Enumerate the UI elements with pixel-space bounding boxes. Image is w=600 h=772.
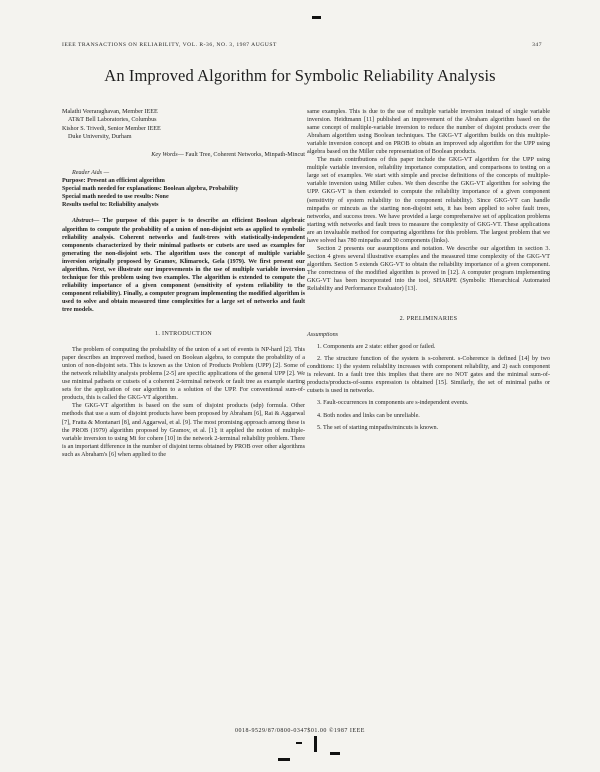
author-affiliation: Duke University, Durham (68, 133, 132, 140)
abstract-label: Abstract (72, 218, 94, 225)
section-heading: 1. INTRODUCTION (154, 331, 213, 338)
reader-aid-item: Results useful to: Reliability analysts (62, 202, 159, 209)
keywords-text: — Fault Tree, Coherent Networks, Minpath-Mincut (177, 152, 305, 159)
journal-name: IEEE TRANSACTIONS ON RELIABILITY, VOL. R-36, NO. 3, 1987 AUGUST (62, 42, 277, 48)
body-paragraph: same examples. This is due to the use of multiple variable inversion instead of single variable inversion. Heidtmann [11] published an improvement of the Abraham algorithm based on the same concept of multiple-variable inversion to reduce the number of disjoint products over the Abraham algorithm using Boolean techniques. The GKG-VT algorithm builds on this multiple-variable inversion concept and on PROB to obtain an improved sdp algorithm for the UPP using algebra based on the Miller cube representation of Boolean products. (307, 109, 550, 156)
body-paragraph: The main contributions of this paper include the GKG-VT algorithm for the UPP using multiple variable inversion, reliability importance computation, and comparisons to testing on a large set of examples. We start with simple and precise definitions of the concepts of multiple-variable inversion using Miller cubes. We then describe the GKG-VT algorithm for solving the UPP. GKG-VT is then extended to compute the reliability importance of a given component (sensitivity of system reliability to the component reliability). Since GKG-VT can handle minpaths or mincuts as the starting non-disjoint sets, it has been applied to solve fault trees, networks, and success trees. We have provided a large comprehensive set of application problems starting with networks and fault trees to measure the complexity of GKG-VT. These applications are an invaluable method for comparing algorithms for this problem. The largest problem that we have solved has 780 minpaths and 30 components (links). (307, 157, 550, 244)
body-paragraph: Section 2 presents our assumptions and notation. We describe our algorithm in section 3. Section 4 gives several illustrative examples and the measured time complexity of the GKG-VT algorithm. Section 5 extends GKG-VT to obtain the reliability importance of a given component. The correctness of the modified algorithm is proved in [12]. A computer program implementing GKG-VT has been incorporated into the tool, SHARPE (Symbolic Hierarchical Automated Reliability and Performance Evaluator) [13]. (307, 245, 550, 293)
abstract (62, 217, 305, 314)
keywords (62, 151, 305, 159)
body-paragraph: The GKG-VT algorithm is based on the sum of disjoint products (sdp) formula. Other methods that use a sum of disjoint products have been proposed by Abraham [6], Rai & Aggarwal [7], Fratta & Montanari [8], and Aggarwal, et al. [9]. The most promising approach among these is the PROB (1979) algorithm proposed by Gramov, et al. [1]; it applied the notion of multiple-variable inversion to using Mi for cohere [10] in the network 2-terminal reliability problem. There is an important difference in the number of disjoint terms obtained by PROB over other algorithms such as Abraham's [6] when applied to the (62, 403, 305, 458)
keywords-label: Key Words (151, 152, 178, 159)
reader-aid-item: Special math needed for explanations: Boolean algebra, Probability (62, 186, 239, 193)
scan-mark (330, 752, 340, 755)
right-column (307, 108, 550, 432)
reader-aid-item: Purpose: Present an efficient algorithm (62, 178, 165, 185)
paper-title: An Improved Algorithm for Symbolic Reliability Analysis (104, 66, 496, 85)
copyright-footer: 0018-9529/87/0800-0347$01.00 ©1987 IEEE (235, 728, 365, 734)
author-name: Malathi Veeraraghavan, Member IEEE (62, 109, 158, 115)
scan-mark (314, 736, 317, 752)
reader-aids-label: Reader Aids — (72, 170, 110, 177)
abstract-text: — The purpose of this paper is to describe an efficient Boolean algebraic algorithm to compute the probability of a union of non-disjoint sets as applied to symbolic reliability analysis. Coherent networks and fault-trees with statistically-independent components characterized by their minimal pathsets or cutsets are used as examples for generating the non-disjoint sets. The algorithm uses the concept of multiple variable inversion originally proposed by Gramov, Klimarock, Gela (1979). We first present our algorithm. Next, we illustrate our improvements in the use of multiple variable inversion technique for this problem using two examples. The algorithm is extended to compute the reliability importance of a given component (sensitivity of system reliability to the component reliability). Finally, a computer program implementing the modified algorithm is used to solve and obtain measured time complexities for a large set of networks and fault tree models. (62, 218, 305, 313)
assumption-item: 1. Components are 2 state: either good or failed. (317, 344, 436, 351)
assumption-item: 2. The structure function of the system is s-coherent. s-Coherence is defined [14] by two conditions: 1) the system reliability increases with component reliability, and 2) each component is relevant. In a fault tree this implies that there are no NOT gates and the minimal sum-of-products/products-of-sums expression is obtained [15]. Similarly, the set of minimal paths or cutsets is used in networks. (307, 356, 550, 395)
scan-mark (278, 758, 290, 761)
reader-aid-item: Special math needed to use results: None (62, 194, 169, 201)
left-column (62, 108, 305, 459)
assumption-item: 5. The set of starting minpaths/mincuts is known. (317, 424, 439, 431)
running-header (62, 42, 542, 48)
author-block (62, 108, 305, 141)
scan-mark (312, 16, 321, 19)
author-affiliation: AT&T Bell Laboratories, Columbus (68, 117, 157, 124)
assumption-item: 3. Fault-occurrences in components are s-independent events. (317, 400, 469, 407)
section-heading: 2. PRELIMINARIES (399, 316, 458, 323)
page-number: 347 (532, 42, 542, 48)
author-name: Kishor S. Trivedi, Senior Member IEEE (62, 125, 161, 132)
body-paragraph: The problem of computing the probability of the union of a set of events is NP-hard [2]. This paper describes an improved method, based on Boolean algebra, to compute the probability of a union of non-disjoint sets. This is known as the Union of Products Problem (UPP) [2]. Some of the network reliability analysis problems [2-5] are specific applications of the general UPP [2]. We use minimal pathsets or cutsets of a coherent 2-terminal network or fault tree as example starting sets for the application of our algorithm to a solution of the UPP. For conventional sum-of-products, this is called the GKG-VT algorithm. (62, 347, 305, 402)
assumption-item: 4. Both nodes and links can be unreliable. (317, 412, 420, 419)
assumptions-label: Assumptions (307, 332, 339, 339)
scan-mark (296, 742, 302, 744)
